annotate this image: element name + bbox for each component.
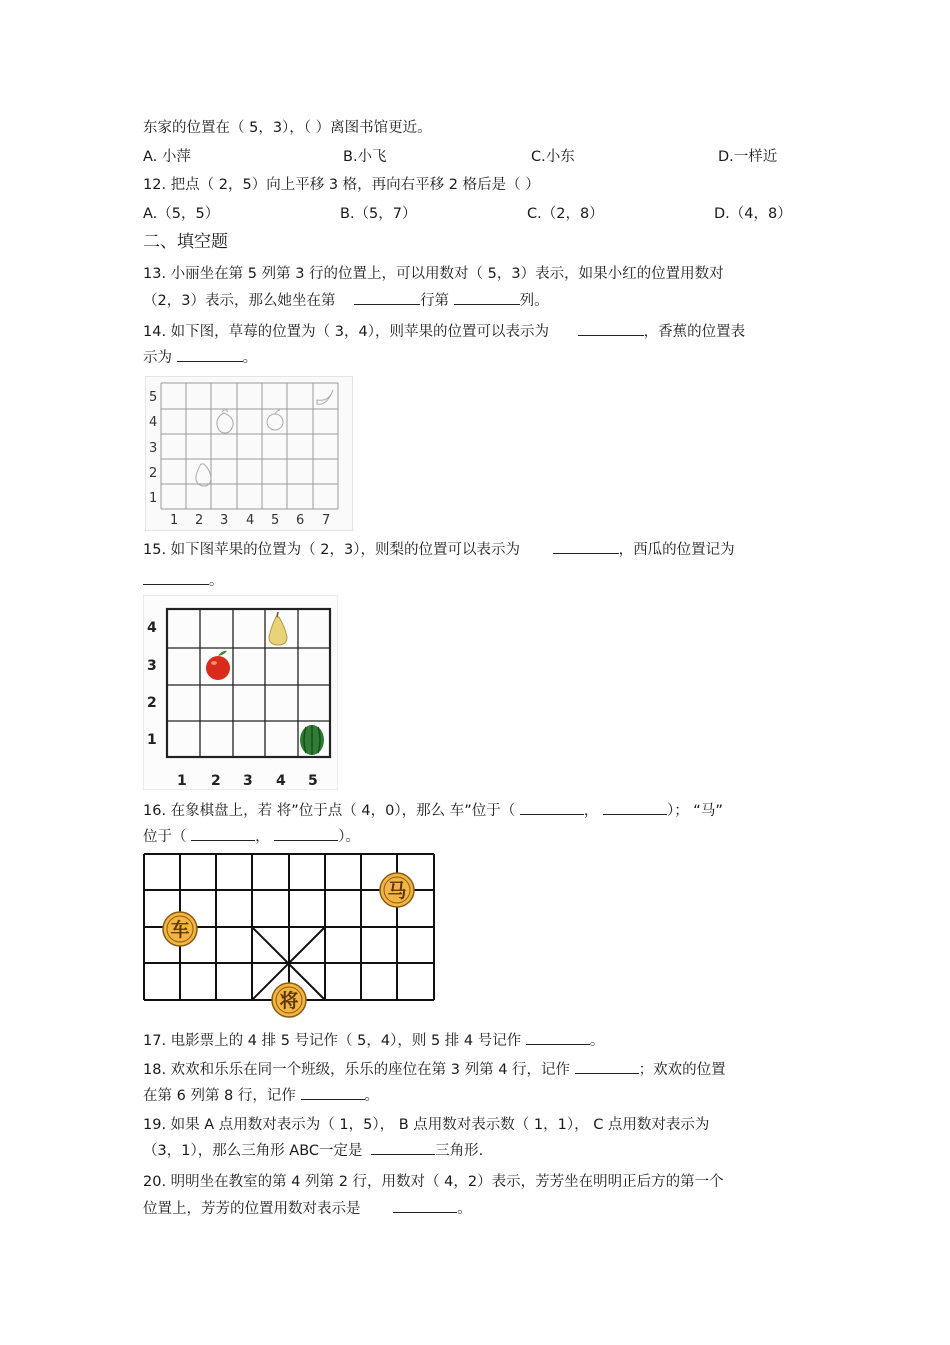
q16-text-d: 位于（ bbox=[143, 829, 187, 845]
q19-text-a: （3，1），那么三角形 ABC一定是 bbox=[143, 1143, 363, 1159]
q11-text: 东家的位置在（ 5，3），（ ）离图书馆更近。 bbox=[143, 120, 432, 136]
q17-blank[interactable] bbox=[526, 1030, 590, 1045]
q20-line1: 20. 明明坐在教室的第 4 列第 2 行，用数对（ 4，2）表示，芳芳坐在明明正后方的第一个 bbox=[143, 1174, 724, 1190]
q18-blank-huanhuan[interactable] bbox=[301, 1085, 365, 1100]
q16-text-c: ）； “马” bbox=[666, 803, 723, 819]
q16-text-f: ）。 bbox=[338, 829, 360, 845]
q14-x-label: 1 bbox=[170, 513, 179, 528]
q18-text-c: 在第 6 列第 8 行，记作 bbox=[143, 1088, 296, 1104]
q14-x-label: 4 bbox=[246, 513, 255, 528]
q14-y-label: 4 bbox=[149, 415, 158, 430]
q18-text-a: 18. 欢欢和乐乐在同一个班级，乐乐的座位在第 3 列第 4 行，记作 bbox=[143, 1062, 571, 1078]
q17-line bbox=[143, 1030, 604, 1051]
q16-text-a: 16. 在象棋盘上，若 将”位于点（ 4，0），那么 车”位于（ bbox=[143, 803, 516, 819]
q13-blank-col[interactable] bbox=[454, 290, 520, 305]
q14-x-label: 6 bbox=[296, 513, 305, 528]
q16-line2 bbox=[143, 826, 360, 847]
q14-blank-apple[interactable] bbox=[578, 321, 644, 336]
q18-text-d: 。 bbox=[364, 1088, 379, 1104]
q16-blank-che-x[interactable] bbox=[520, 800, 584, 815]
q12-option-c: C.（2，8） bbox=[527, 206, 604, 222]
q20-line2 bbox=[143, 1198, 472, 1219]
q11-option-c: C.小东 bbox=[531, 149, 575, 165]
q15-text-a: 15. 如下图苹果的位置为（ 2，3），则梨的位置可以表示为 bbox=[143, 542, 520, 558]
q14-line2 bbox=[143, 347, 257, 368]
q14-grid-figure bbox=[145, 376, 353, 531]
q15-y-label: 2 bbox=[147, 695, 157, 711]
q14-text-b: ，香蕉的位置表 bbox=[643, 324, 746, 340]
jiang-label: 将 bbox=[279, 990, 299, 1012]
q15-y-label: 4 bbox=[147, 620, 157, 636]
q16-blank-che-y[interactable] bbox=[603, 800, 667, 815]
q12-option-b: B.（5，7） bbox=[340, 206, 417, 222]
q19-text-b: 三角形. bbox=[435, 1143, 484, 1159]
q16-blank-ma-x[interactable] bbox=[191, 826, 255, 841]
q13-line2 bbox=[143, 290, 549, 311]
chess-piece-che bbox=[163, 912, 197, 946]
q19-line1: 19. 如果 A 点用数对表示为（ 1，5）， B 点用数对表示数（ 1，1）， C 点用数对表示为 bbox=[143, 1117, 710, 1133]
q13-blank-row[interactable] bbox=[354, 290, 420, 305]
section-title: 二、填空题 bbox=[143, 232, 228, 252]
q11-option-a: A. 小萍 bbox=[143, 149, 191, 165]
q20-text-b: 。 bbox=[457, 1201, 472, 1217]
q13-text-c: 列。 bbox=[519, 293, 549, 309]
q14-text-d: 。 bbox=[242, 350, 258, 366]
q15-grid-figure bbox=[143, 595, 338, 790]
ma-label: 马 bbox=[387, 880, 407, 902]
q14-y-label: 1 bbox=[149, 491, 158, 506]
q19-line2 bbox=[143, 1140, 483, 1161]
chess-piece-jiang bbox=[272, 983, 306, 1017]
watermelon-icon bbox=[300, 725, 324, 755]
q15-x-label: 5 bbox=[308, 773, 318, 789]
q17-text-b: 。 bbox=[589, 1033, 605, 1049]
q20-text-a: 位置上，芳芳的位置用数对表示是 bbox=[143, 1201, 361, 1217]
q14-line1 bbox=[143, 321, 745, 342]
che-label: 车 bbox=[170, 919, 190, 941]
q19-blank[interactable] bbox=[371, 1140, 435, 1155]
q16-blank-ma-y[interactable] bbox=[274, 826, 338, 841]
q16-line1 bbox=[143, 800, 723, 821]
chess-piece-ma bbox=[380, 873, 414, 907]
q14-blank-banana[interactable] bbox=[177, 347, 243, 362]
q15-blank-pear[interactable] bbox=[553, 539, 619, 554]
q15-line1 bbox=[143, 539, 735, 560]
q16-chessboard-figure bbox=[143, 852, 446, 1020]
q11-option-b: B.小飞 bbox=[343, 149, 387, 165]
q15-x-label: 1 bbox=[177, 773, 187, 789]
q14-y-label: 5 bbox=[149, 390, 158, 405]
q18-blank-lele[interactable] bbox=[575, 1059, 639, 1074]
q12-option-d: D.（4，8） bbox=[714, 206, 792, 222]
q18-line2 bbox=[143, 1085, 379, 1106]
q11-option-d: D.一样近 bbox=[718, 149, 778, 165]
q14-text-a: 14. 如下图，草莓的位置为（ 3，4），则苹果的位置可以表示为 bbox=[143, 324, 549, 340]
q15-text-b: ，西瓜的位置记为 bbox=[618, 542, 735, 558]
q18-line1 bbox=[143, 1059, 726, 1080]
q20-blank[interactable] bbox=[393, 1198, 457, 1213]
q17-text-a: 17. 电影票上的 4 排 5 号记作（ 5，4），则 5 排 4 号记作 bbox=[143, 1033, 522, 1049]
q15-text-c: 。 bbox=[209, 573, 224, 589]
q14-text-c: 示为 bbox=[143, 350, 172, 366]
q15-blank-melon[interactable] bbox=[143, 570, 209, 585]
q14-y-label: 3 bbox=[149, 441, 158, 456]
q13-line1: 13. 小丽坐在第 5 列第 3 行的位置上，可以用数对（ 5，3）表示，如果小红的位置用数对 bbox=[143, 266, 724, 282]
q15-x-label: 3 bbox=[243, 773, 253, 789]
q12-option-a: A.（5，5） bbox=[143, 206, 220, 222]
q14-x-label: 5 bbox=[271, 513, 280, 528]
q16-text-b: ， bbox=[583, 803, 599, 819]
q14-y-label: 2 bbox=[149, 466, 158, 481]
q13-text-b: 行第 bbox=[420, 293, 450, 309]
q12-text: 12. 把点（ 2，5）向上平移 3 格，再向右平移 2 格后是（ ） bbox=[143, 177, 540, 193]
q14-x-label: 7 bbox=[322, 513, 331, 528]
q16-text-e: ， bbox=[255, 829, 270, 845]
q15-x-label: 2 bbox=[211, 773, 221, 789]
q13-text-a: （2，3）表示，那么她坐在第 bbox=[143, 293, 336, 309]
q14-x-label: 2 bbox=[195, 513, 204, 528]
q15-x-label: 4 bbox=[276, 773, 286, 789]
q18-text-b: ；欢欢的位置 bbox=[638, 1062, 726, 1078]
q15-line2 bbox=[143, 570, 224, 591]
q15-y-label: 1 bbox=[147, 732, 157, 748]
q15-y-label: 3 bbox=[147, 658, 157, 674]
q14-x-label: 3 bbox=[220, 513, 229, 528]
